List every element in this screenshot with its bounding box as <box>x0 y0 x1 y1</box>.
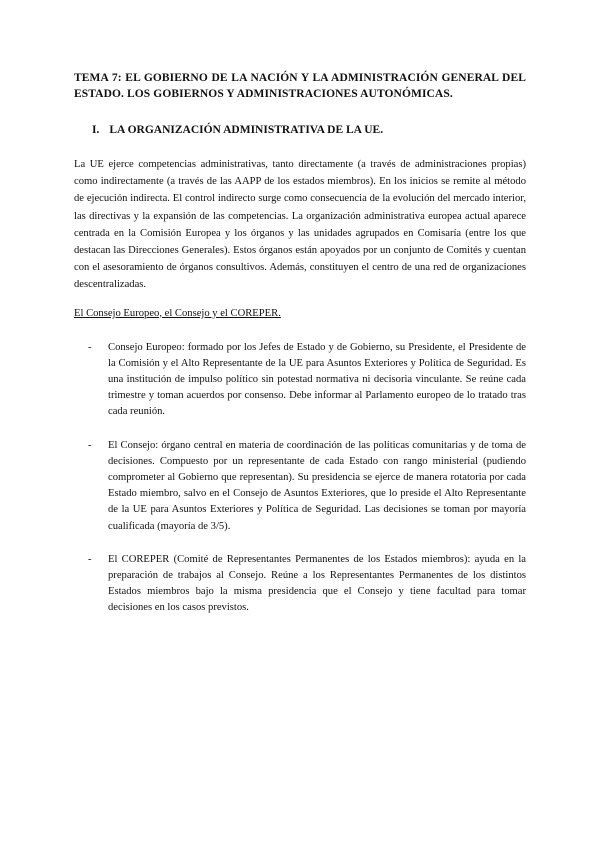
bullet-text: El COREPER (Comité de Representantes Permanentes de los Estados miembros): ayuda en la preparación de trabajos al Consejo. Reúne a los Representantes Permanentes de los distintos Estados miembros bajo la misma presidencia que el Consejo y tiene facultad para tomar decisiones en los casos previstos. <box>108 553 526 614</box>
section-number: I. <box>92 124 100 136</box>
document-title: TEMA 7: EL GOBIERNO DE LA NACIÓN Y LA ADMINISTRACIÓN GENERAL DEL ESTADO. LOS GOBIERNOS Y ADMINISTRACIONES AUTONÓMICAS. <box>74 72 526 100</box>
section-title: LA ORGANIZACIÓN ADMINISTRATIVA DE LA UE. <box>109 124 384 136</box>
bullet-marker: - <box>88 553 92 565</box>
bullet-list <box>74 340 526 617</box>
intro-paragraph: La UE ejerce competencias administrativas, tanto directamente (a través de administraciones propias) como indirectamente (a través de las AAPP de los estados miembros). En los inicios se remite al método de ejecución indirecta. El control indirecto surge como consecuencia de la evolución del mercado interior, las directivas y la expansión de las competencias. La organización administrativa europea actual aparece centrada en la Comisión Europea y los órganos y las unidades agrupados en Comisaría (entre los que destacan las Direcciones Generales). Estos órganos están apoyados por un conjunto de Comités y cuentan con el asesoramiento de órganos consultivos. Además, constituyen el centro de una red de organizaciones descentralizadas. <box>74 159 526 291</box>
bullet-text: Consejo Europeo: formado por los Jefes de Estado y de Gobierno, su Presidente, el Presidente de la Comisión y el Alto Representante de la UE para Asuntos Exteriores y Política de Seguridad. Es una institución de impulso político sin potestad normativa ni decisoria vinculante. Se reúne cada trimestre y toman acuerdos por consenso. Debe informar al Parlamento europeo de lo tratado tras cada reunión. <box>108 341 526 418</box>
list-item <box>88 438 526 535</box>
list-item <box>88 552 526 617</box>
bullet-marker: - <box>88 439 92 451</box>
list-item <box>88 340 526 421</box>
bullet-marker: - <box>88 341 92 353</box>
subheading: El Consejo Europeo, el Consejo y el COREPER. <box>74 307 281 319</box>
section-heading <box>92 122 526 138</box>
bullet-text: El Consejo: órgano central en materia de coordinación de las políticas comunitarias y de toma de decisiones. Compuesto por un representante de cada Estado con rango ministerial (pudiendo comprometer al Gobierno que representan). Su presidencia se ejerce de manera rotatoria por cada Estado miembro, salvo en el Consejo de Asuntos Exteriores, que lo preside el Alto Representante de la UE para Asuntos Exteriores y Política de Seguridad. Las decisiones se toman por mayoría cualificada (mayoría de 3/5). <box>108 439 526 532</box>
